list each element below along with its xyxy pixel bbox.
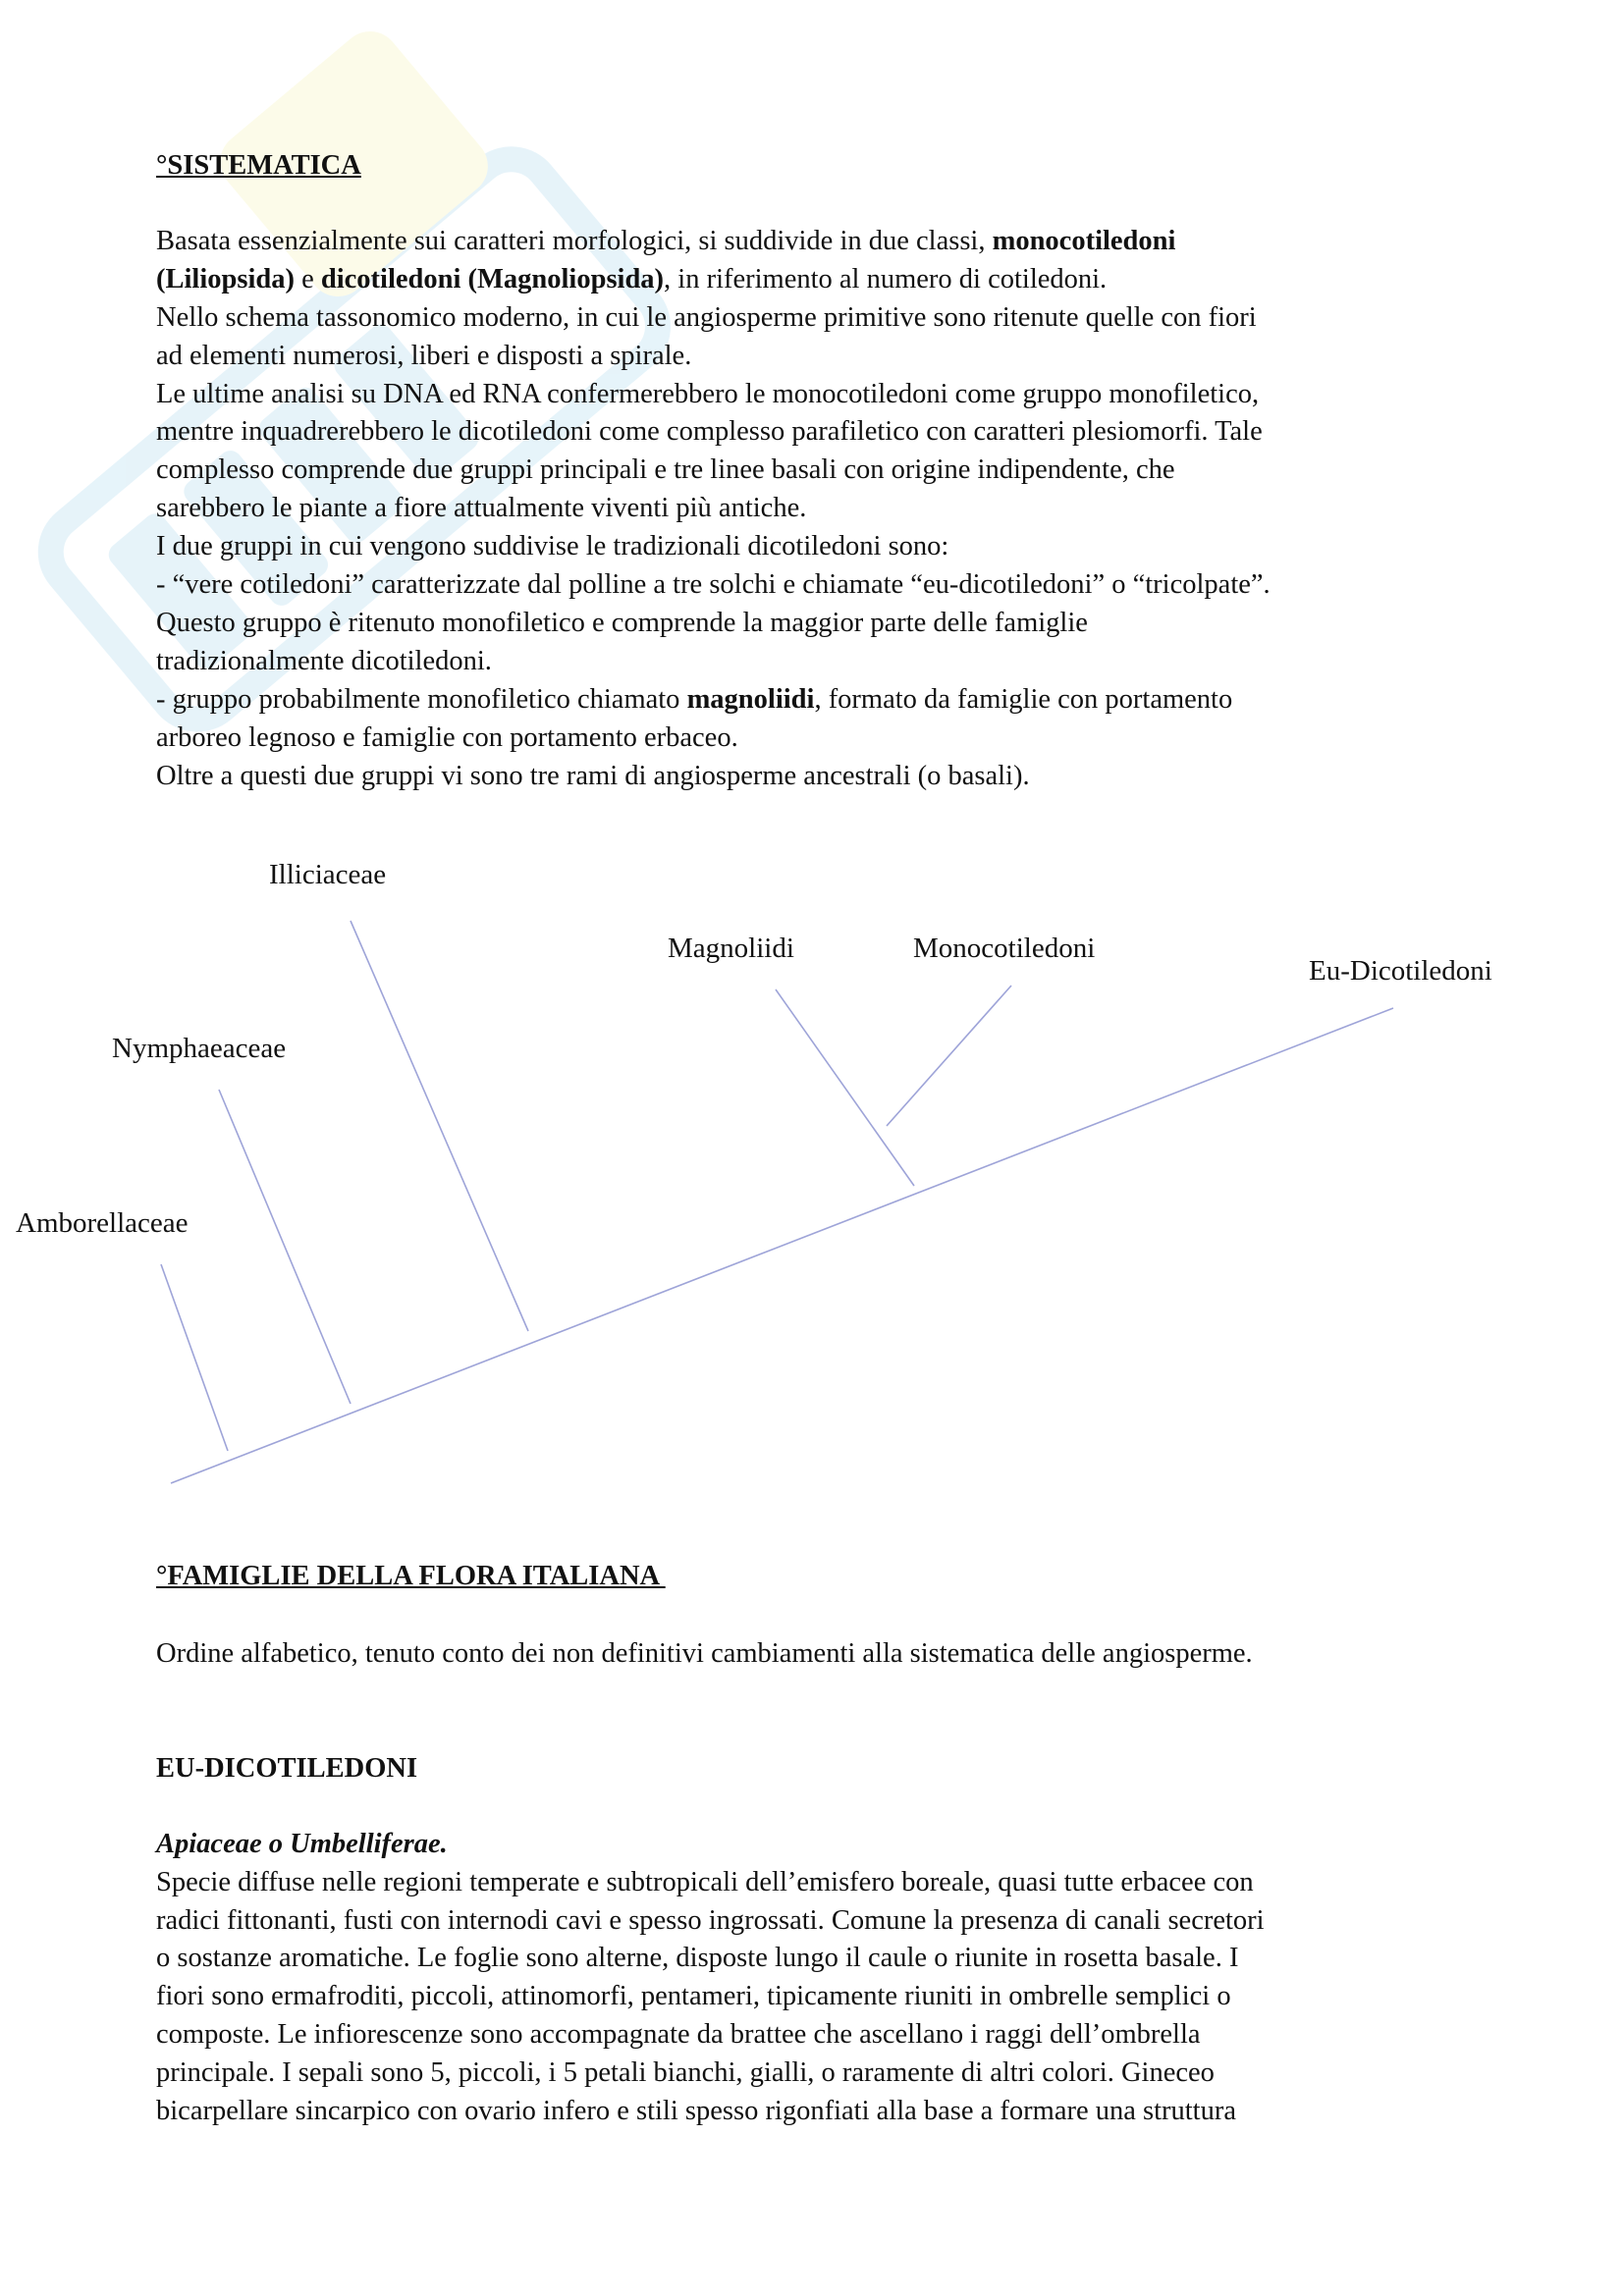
text-line [156,720,1491,758]
bold-term: magnoliidi [686,683,815,715]
text-line [156,261,1491,299]
text-segment: complesso comprende due gruppi principali e tre linee basali con origine indipendente, che [156,454,1175,486]
subheading-eu-dicotiledoni: EU-DICOTILEDONI [156,1752,418,1784]
text-line [156,643,1491,681]
text-line [156,528,1491,566]
tree-label-amborellaceae: Amborellaceae [16,1207,189,1239]
branch-monocotiledoni [887,986,1011,1126]
text-line: Specie diffuse nelle regioni temperate e subtropicali dell’emisfero boreale, quasi tutte erbacee con [156,1866,1254,1897]
text-segment: - gruppo probabilmente monofiletico chiamato [156,683,687,715]
text-segment: arboreo legnoso e famiglie con portamento erbaceo. [156,721,738,753]
bold-term: (Liliopsida) [156,263,295,294]
text-line: principale. I sepali sono 5, piccoli, i 5 petali bianchi, gialli, o raramente di altri colori. Gineceo [156,2057,1215,2089]
text-line [156,566,1491,605]
text-line: composte. Le infiorescenze sono accompagnate da brattee che ascellano i raggi dell’ombrella [156,2019,1201,2051]
text-segment: mentre inquadrerebbero le dicotiledoni come complesso parafiletico con caratteri plesiomorfi. Tale [156,416,1263,448]
text-line [156,758,1491,796]
text-line [156,413,1491,452]
tree-label-eu-dicotiledoni: Eu-Dicotiledoni [1309,955,1492,987]
section-heading: °SISTEMATICA [156,150,361,181]
text-line: radici fittonanti, fusti con internodi cavi e spesso ingrossati. Comune la presenza di canali secretori [156,1904,1265,1936]
text-line: bicarpellare sincarpico con ovario infero e stili spesso rigonfiati alla base a formare una struttura [156,2096,1236,2127]
text-segment: ad elementi numerosi, liberi e disposti a spirale. [156,340,692,371]
text-line [156,376,1491,414]
branch-amborellaceae [161,1264,228,1451]
text-line [156,490,1491,528]
text-line [156,338,1491,376]
tree-label-nymphaeaceae: Nymphaeaceae [112,1033,287,1064]
text-segment: e [294,263,321,294]
bold-term: dicotiledoni (Magnoliopsida) [320,263,665,294]
text-segment: Nello schema tassonomico moderno, in cui le angiosperme primitive sono ritenute quelle con fiori [156,301,1257,333]
text-line: o sostanze aromatiche. Le foglie sono alterne, disposte lungo il caule o riunite in rosetta basale. I [156,1943,1239,1974]
text-line [156,299,1491,338]
text-segment: tradizionalmente dicotiledoni. [156,645,492,676]
text-line [156,605,1491,643]
text-line [156,223,1491,261]
section-body [156,223,1491,796]
tree-trunk [171,1008,1393,1483]
text-segment: I due gruppi in cui vengono suddivise le tradizionali dicotiledoni sono: [156,531,949,562]
tree-label-illiciaceae: Illiciaceae [269,859,387,890]
tree-label-magnoliidi: Magnoliidi [668,933,794,964]
branch-nymphaeaceae [219,1090,351,1404]
family-title: Apiaceae o Umbelliferae. [156,1828,448,1859]
bold-term: monocotiledoni [992,225,1176,256]
branch-illiciaceae [351,921,528,1331]
text-segment: , in riferimento al numero di cotiledoni. [664,263,1108,294]
text-segment: - “vere cotiledoni” caratterizzate dal polline a tre solchi e chiamate “eu-dicotiledoni” o “tricolpate”. [156,569,1271,601]
text-line: fiori sono ermafroditi, piccoli, attinomorfi, pentameri, tipicamente riuniti in ombrelle semplici o [156,1981,1231,2012]
section-sistematica [156,147,1491,796]
section-heading-famiglie: °FAMIGLIE DELLA FLORA ITALIANA [156,1561,666,1591]
text-segment: Le ultime analisi su DNA ed RNA confermerebbero le monocotiledoni come gruppo monofiletico, [156,378,1260,409]
family-description [156,1864,1491,2131]
text-line [156,681,1491,720]
tree-label-monocotiledoni: Monocotiledoni [913,933,1096,964]
text-segment: Basata essenzialmente sui caratteri morfologici, si suddivide in due classi, [156,225,993,256]
text-segment: Oltre a questi due gruppi vi sono tre rami di angiosperme ancestrali (o basali). [156,760,1030,791]
text-segment: Questo gruppo è ritenuto monofiletico e comprende la maggior parte delle famiglie [156,607,1088,638]
text-line [156,452,1491,490]
text-segment: , formato da famiglie con portamento [814,683,1233,715]
section-famiglie [156,1558,1491,2131]
text-segment: sarebbero le piante a fiore attualmente viventi più antiche. [156,493,807,524]
branch-magnoliidi [776,989,914,1186]
section-intro: Ordine alfabetico, tenuto conto dei non definitivi cambiamenti alla sistematica delle angiosperme. [156,1637,1253,1669]
